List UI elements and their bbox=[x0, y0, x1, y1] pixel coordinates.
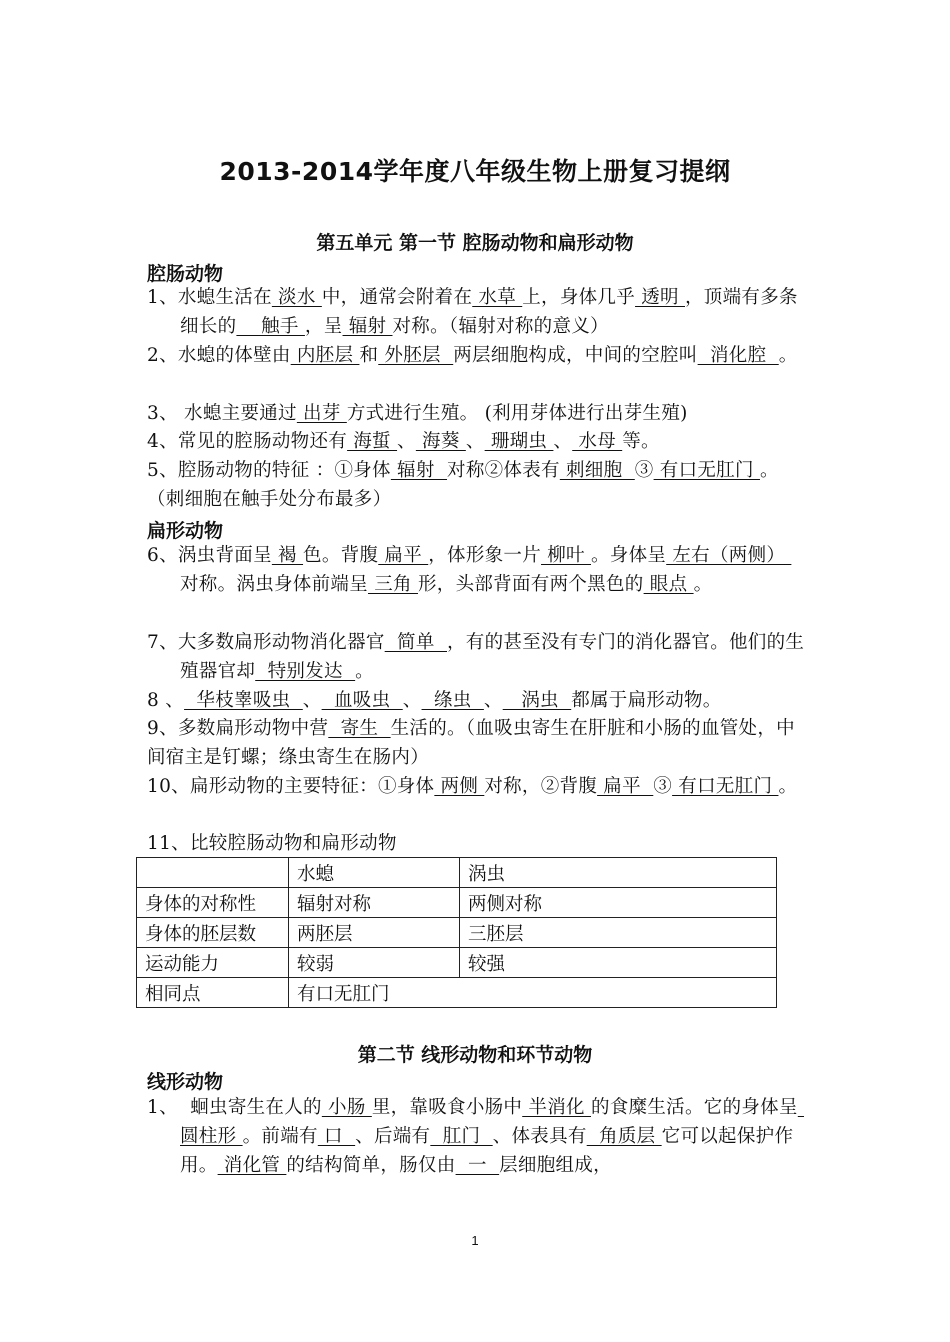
list-item bbox=[147, 456, 807, 514]
text-run: ，呈 bbox=[304, 316, 343, 337]
answer-blank: 有口无肛门 bbox=[653, 460, 760, 481]
text-run: 3、 水螅主要通过 bbox=[147, 403, 297, 424]
text-run: 、 bbox=[397, 431, 416, 452]
text-run: 1、 蛔虫寄生在人的 bbox=[147, 1097, 322, 1118]
answer-blank: 口 bbox=[317, 1126, 356, 1147]
answer-blank: 内胚层 bbox=[290, 345, 360, 366]
text-run: 、 bbox=[553, 431, 573, 452]
heading-cnidaria: 腔肠动物 bbox=[147, 263, 224, 285]
answer-blank: 褐 bbox=[271, 545, 304, 566]
list-item bbox=[147, 686, 807, 715]
list-item bbox=[147, 427, 807, 456]
text-run: 。 bbox=[355, 661, 374, 682]
text-run: 色。背腹 bbox=[303, 545, 379, 566]
text-run: 、 bbox=[302, 690, 322, 711]
table-cell: 水螅 bbox=[289, 858, 460, 888]
answer-blank: 简单 bbox=[384, 632, 447, 653]
text-run: 都属于扁形动物。 bbox=[571, 690, 722, 711]
text-run: 中，通常会附着在 bbox=[321, 287, 473, 308]
table-cell: 两侧对称 bbox=[460, 888, 777, 918]
table-row bbox=[137, 948, 777, 978]
answer-blank: 海蜇 bbox=[347, 431, 398, 452]
table-cell: 有口无肛门 bbox=[289, 978, 777, 1008]
list-item bbox=[147, 399, 807, 428]
list-item bbox=[147, 714, 807, 772]
text-run: 。前端有 bbox=[242, 1126, 318, 1147]
list-item bbox=[147, 541, 807, 599]
heading-roundworms: 线形动物 bbox=[147, 1071, 224, 1093]
text-run: 对称，②背腹 bbox=[484, 776, 598, 797]
answer-blank: 半消化 bbox=[522, 1097, 591, 1118]
text-run: 2、水螅的体壁由 bbox=[147, 345, 291, 366]
text-run: 里，靠吸食小肠中 bbox=[371, 1097, 523, 1118]
text-run: 、后端有 bbox=[355, 1126, 431, 1147]
text-run: 对称②体表有 bbox=[447, 460, 560, 481]
text-run: 它可以起保护作用。 bbox=[180, 1126, 794, 1176]
answer-blank: 左右（两侧） bbox=[666, 545, 792, 566]
table-cell: 两胚层 bbox=[289, 918, 460, 948]
answer-blank: 外胚层 bbox=[378, 345, 454, 366]
answer-blank: 三角 bbox=[368, 574, 418, 595]
text-run: 。 bbox=[693, 574, 713, 595]
text-run: 对称。涡虫身体前端呈 bbox=[180, 574, 369, 595]
table-cell: 三胚层 bbox=[460, 918, 777, 948]
text-run: 、体表具有 bbox=[492, 1126, 587, 1147]
heading-flatworms: 扁形动物 bbox=[147, 520, 224, 542]
section-title-2: 第二节 线形动物和环节动物 bbox=[357, 1044, 593, 1066]
text-run: 生活的。（血吸虫寄生在肝脏和小肠的血管处，中间宿主是钉螺；绦虫寄生在肠内） bbox=[147, 718, 795, 768]
table-row bbox=[137, 978, 777, 1008]
answer-blank: 华枝睾吸虫 bbox=[184, 690, 303, 711]
text-run: 两层细胞构成，中间的空腔叫 bbox=[453, 345, 698, 366]
answer-blank: 角质层 bbox=[586, 1126, 662, 1147]
answer-blank: 一 bbox=[455, 1155, 500, 1176]
table-cell: 辐射对称 bbox=[289, 888, 460, 918]
section-title-1: 第五单元 第一节 腔肠动物和扁形动物 bbox=[316, 232, 634, 254]
text-run: ③ bbox=[634, 460, 654, 481]
text-run: 。 bbox=[778, 776, 798, 797]
text-run: 的食糜生活。它的身体呈 bbox=[590, 1097, 798, 1118]
answer-blank: 海葵 bbox=[415, 431, 466, 452]
table-header-row bbox=[137, 858, 777, 888]
text-run: 。（刺细胞在触手处分布最多） bbox=[147, 460, 779, 510]
text-run: 5、腔肠动物的特征 ：①身体 bbox=[147, 460, 391, 481]
text-run: 方式进行生殖。 (利用芽体进行出芽生殖) bbox=[346, 403, 688, 424]
text-run: 的结构简单，肠仅由 bbox=[286, 1155, 456, 1176]
answer-blank: 出芽 bbox=[296, 403, 347, 424]
table-row bbox=[137, 918, 777, 948]
answer-blank: 辐射 bbox=[342, 316, 393, 337]
answer-blank: 眼点 bbox=[643, 574, 694, 595]
answer-blank: 特别发达 bbox=[255, 661, 356, 682]
text-run: 对称。（辐射对称的意义） bbox=[392, 316, 609, 337]
answer-blank: 绦虫 bbox=[421, 690, 484, 711]
text-run: ③ bbox=[653, 776, 673, 797]
table-cell: 运动能力 bbox=[137, 948, 289, 978]
answer-blank: 水草 bbox=[472, 287, 523, 308]
answer-blank: 寄生 bbox=[328, 718, 391, 739]
answer-blank: 有口无肛门 bbox=[672, 776, 779, 797]
answer-blank: 涡虫 bbox=[502, 690, 572, 711]
answer-blank: 消化腔 bbox=[697, 345, 779, 366]
text-run: 9、多数扁形动物中营 bbox=[147, 718, 329, 739]
page-number: 1 bbox=[471, 1233, 479, 1248]
answer-blank: 肛门 bbox=[430, 1126, 493, 1147]
text-run: 、 bbox=[483, 690, 503, 711]
text-run: 形，头部背面有两个黑色的 bbox=[417, 574, 644, 595]
text-run: 。 bbox=[778, 345, 798, 366]
text-run: 和 bbox=[359, 345, 379, 366]
text-run: 7、大多数扁形动物消化器官 bbox=[147, 632, 385, 653]
list-item bbox=[147, 341, 807, 370]
answer-blank: 扁平 bbox=[378, 545, 429, 566]
table-cell: 身体的对称性 bbox=[137, 888, 289, 918]
table-cell: 涡虫 bbox=[460, 858, 777, 888]
table-cell: 较强 bbox=[460, 948, 777, 978]
document-title: 2013-2014学年度八年级生物上册复习提纲 bbox=[219, 157, 731, 186]
table-row bbox=[137, 888, 777, 918]
answer-blank: 透明 bbox=[635, 287, 685, 308]
text-run: 10、扁形动物的主要特征：①身体 bbox=[147, 776, 435, 797]
answer-blank: 淡水 bbox=[271, 287, 322, 308]
answer-blank: 扁平 bbox=[597, 776, 654, 797]
answer-blank: 柳叶 bbox=[541, 545, 591, 566]
text-run: 上，身体几乎 bbox=[522, 287, 636, 308]
table-cell: 较弱 bbox=[289, 948, 460, 978]
text-run: ，有的甚至没有专门的消化器官。他们的生殖器官却 bbox=[180, 632, 805, 682]
text-run: 11、比较腔肠动物和扁形动物 bbox=[147, 833, 397, 854]
text-run: 4、常见的腔肠动物还有 bbox=[147, 431, 348, 452]
comparison-table bbox=[136, 857, 777, 1008]
text-run: ，体形象一片 bbox=[428, 545, 542, 566]
text-run: 8 、 bbox=[147, 690, 185, 711]
answer-blank: 刺细胞 bbox=[559, 460, 635, 481]
answer-blank: 圆柱形 bbox=[180, 1097, 804, 1147]
text-run: 层细胞组成， bbox=[499, 1155, 612, 1176]
answer-blank: 血吸虫 bbox=[321, 690, 403, 711]
list-item bbox=[147, 628, 807, 686]
answer-blank: 水母 bbox=[572, 431, 623, 452]
table-cell bbox=[137, 858, 289, 888]
answer-blank: 辐射 bbox=[390, 460, 448, 481]
answer-blank: 小肠 bbox=[321, 1097, 372, 1118]
text-run: 6、涡虫背面呈 bbox=[147, 545, 272, 566]
text-run: ，顶端有多条细长的 bbox=[180, 287, 798, 337]
answer-blank: 珊瑚虫 bbox=[484, 431, 554, 452]
table-cell: 相同点 bbox=[137, 978, 289, 1008]
text-run: 、 bbox=[465, 431, 485, 452]
list-item bbox=[147, 772, 807, 801]
list-item bbox=[147, 283, 807, 341]
text-run: 、 bbox=[402, 690, 422, 711]
list-item bbox=[147, 1093, 807, 1180]
text-run: 1、水螅生活在 bbox=[147, 287, 272, 308]
answer-blank: 消化管 bbox=[217, 1155, 287, 1176]
answer-blank: 触手 bbox=[236, 316, 305, 337]
table-cell: 身体的胚层数 bbox=[137, 918, 289, 948]
list-item bbox=[147, 829, 807, 858]
text-run: 。身体呈 bbox=[591, 545, 667, 566]
text-run: 等。 bbox=[622, 431, 660, 452]
answer-blank: 两侧 bbox=[434, 776, 485, 797]
